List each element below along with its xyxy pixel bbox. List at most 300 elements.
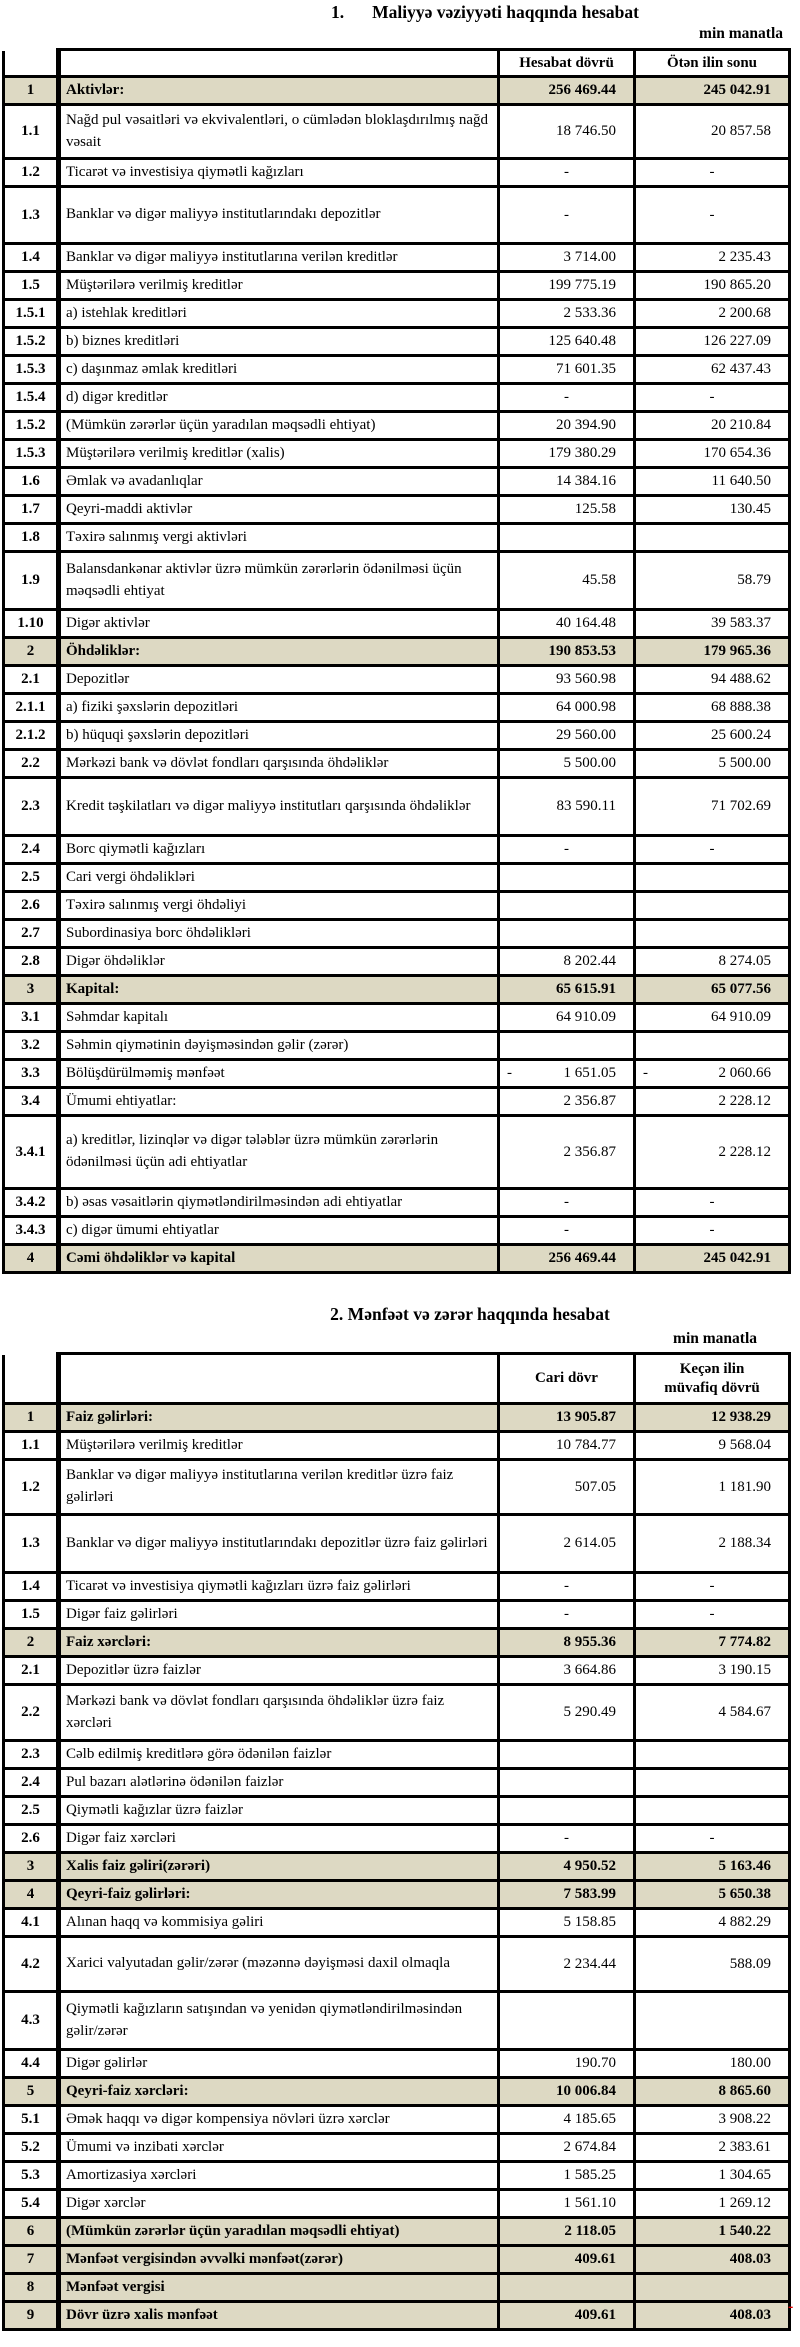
row-label: Xarici valyutadan gəlir/zərər (məzənnə dəyişməsi daxil olmaqla: [59, 1937, 499, 1992]
row-value-previous: 1 540.22: [635, 2218, 790, 2246]
table1-header-label-cell: [59, 50, 499, 77]
row-value-previous: 1 269.12: [635, 2190, 790, 2218]
row-number: 2: [4, 638, 59, 666]
row-label: Depozitlər üzrə faizlər: [59, 1657, 499, 1685]
statement1-unit-label: min manatla: [699, 25, 783, 42]
row-value-previous: -: [635, 1573, 790, 1601]
row-value-current: -: [499, 1825, 635, 1853]
row-label: Banklar və digər maliyyə institutlarına verilən kreditlər: [59, 244, 499, 272]
row-value-current: -: [499, 1189, 635, 1217]
row-label: Borc qiymətli kağızları: [59, 836, 499, 864]
value-amount: 2 060.66: [718, 1065, 771, 1081]
row-value-previous: [635, 892, 790, 920]
row-value-current: 2 118.05: [499, 2218, 635, 2246]
row-number: 1.4: [4, 1573, 59, 1601]
row-value-current: 45.58: [499, 552, 635, 610]
row-label: Subordinasiya borc öhdəlikləri: [59, 920, 499, 948]
row-label: Aktivlər:: [59, 77, 499, 105]
row-value-previous: 190 865.20: [635, 272, 790, 300]
row-value-previous: [635, 920, 790, 948]
table-row: [4, 1937, 790, 1992]
row-number: 3: [4, 1853, 59, 1881]
row-number: 1.1: [4, 105, 59, 159]
row-number: 5.1: [4, 2106, 59, 2134]
row-label: Mənfəət vergisi: [59, 2274, 499, 2302]
row-value-current: [499, 1741, 635, 1769]
table-row: [4, 384, 790, 412]
row-value-current: 2 234.44: [499, 1937, 635, 1992]
row-value-previous: 245 042.91: [635, 1245, 790, 1273]
row-value-current: 2 356.87: [499, 1116, 635, 1189]
row-label: Səhmdar kapitalı: [59, 1004, 499, 1032]
row-label: Qeyri-maddi aktivlər: [59, 496, 499, 524]
row-label: Səhmin qiymətinin dəyişməsindən gəlir (zərər): [59, 1032, 499, 1060]
table-row: [4, 412, 790, 440]
table2-col-header-same-period-last-year: Keçən ilin müvafiq dövrü: [635, 1354, 790, 1404]
table1-col-header-end-of-last-year: Ötən ilin sonu: [635, 50, 790, 77]
row-number: 2.5: [4, 864, 59, 892]
table-row: [4, 920, 790, 948]
row-value-previous: 2 235.43: [635, 244, 790, 272]
row-value-previous: 179 965.36: [635, 638, 790, 666]
row-value-previous: 58.79: [635, 552, 790, 610]
row-value-previous: 588.09: [635, 1937, 790, 1992]
row-value-previous: [635, 1032, 790, 1060]
table1-header-row: [4, 50, 790, 77]
row-value-current: 64 910.09: [499, 1004, 635, 1032]
row-number: 2.4: [4, 1769, 59, 1797]
row-value-current: -: [499, 1573, 635, 1601]
row-number: 1.7: [4, 496, 59, 524]
row-value-current: 2 674.84: [499, 2134, 635, 2162]
table-row: [4, 610, 790, 638]
row-label: Bölüşdürülməmiş mənfəət: [59, 1060, 499, 1088]
statement2-title: 2. Mənfəət və zərər haqqında hesabat: [330, 1304, 610, 1324]
table2-header-number-cell: [4, 1354, 59, 1404]
row-label: Ticarət və investisiya qiymətli kağızları üzrə faiz gəlirləri: [59, 1573, 499, 1601]
row-label: Banklar və digər maliyyə institutlarına verilən kreditlər üzrə faiz gəlirləri: [59, 1460, 499, 1515]
row-value-current: [499, 2274, 635, 2302]
row-value-current: 3 664.86: [499, 1657, 635, 1685]
row-label: Cəlb edilmiş kreditlərə görə ödənilən faizlər: [59, 1741, 499, 1769]
table-row: [4, 524, 790, 552]
statement1-title-text: Maliyyə vəziyyəti haqqında hesabat: [372, 2, 639, 22]
row-value-previous: 3 908.22: [635, 2106, 790, 2134]
row-value-current: 179 380.29: [499, 440, 635, 468]
table-row: [4, 1515, 790, 1573]
row-number: 2.6: [4, 1825, 59, 1853]
row-value-previous: 408.03: [635, 2302, 790, 2330]
row-value-current: -: [499, 1217, 635, 1245]
row-value-previous: 4 584.67: [635, 1685, 790, 1741]
row-label: Banklar və digər maliyyə institutlarındakı depozitlər: [59, 187, 499, 244]
row-number: 1.5.2: [4, 328, 59, 356]
row-number: 1.3: [4, 1515, 59, 1573]
row-number: 2.3: [4, 1741, 59, 1769]
row-label: Əmək haqqı və digər kompensiya növləri üzrə xərclər: [59, 2106, 499, 2134]
row-value-current: 5 290.49: [499, 1685, 635, 1741]
row-value-previous: 1 304.65: [635, 2162, 790, 2190]
row-value-previous: [635, 864, 790, 892]
table-row: [4, 694, 790, 722]
row-value-previous: -: [635, 1601, 790, 1629]
row-value-current: 13 905.87: [499, 1404, 635, 1432]
table-row: [4, 300, 790, 328]
row-label: Qiymətli kağızların satışından və yenidən qiymətləndirilməsindən gəlir/zərər: [59, 1992, 499, 2050]
row-value-previous: 2 200.68: [635, 300, 790, 328]
row-value-previous: [635, 1797, 790, 1825]
row-value-current: -: [499, 159, 635, 187]
row-number: 7: [4, 2246, 59, 2274]
table-row: [4, 328, 790, 356]
row-number: 2.6: [4, 892, 59, 920]
row-value-previous: -: [635, 187, 790, 244]
table-row: [4, 244, 790, 272]
row-number: 3.4.3: [4, 1217, 59, 1245]
table-row: [4, 666, 790, 694]
row-value-previous: 1 181.90: [635, 1460, 790, 1515]
row-label: Depozitlər: [59, 666, 499, 694]
financial-position-table: [2, 48, 791, 1274]
table-row: [4, 105, 790, 159]
row-value-previous: 9 568.04: [635, 1432, 790, 1460]
row-number: 2.2: [4, 1685, 59, 1741]
row-label: Mərkəzi bank və dövlət fondları qarşısında öhdəliklər: [59, 750, 499, 778]
row-number: 3: [4, 976, 59, 1004]
table-row: [4, 2274, 790, 2302]
row-value-previous: [635, 1992, 790, 2050]
table-row: [4, 778, 790, 836]
table-row: [4, 1404, 790, 1432]
row-label: Banklar və digər maliyyə institutlarındakı depozitlər üzrə faiz gəlirləri: [59, 1515, 499, 1573]
row-label: Mənfəət vergisindən əvvəlki mənfəət(zərər): [59, 2246, 499, 2274]
row-value-previous: -: [635, 159, 790, 187]
row-value-current: 10 784.77: [499, 1432, 635, 1460]
row-number: 1.4: [4, 244, 59, 272]
row-number: 5: [4, 2078, 59, 2106]
row-value-previous: [635, 2274, 790, 2302]
row-number: 4.2: [4, 1937, 59, 1992]
table2-header-label-cell: [59, 1354, 499, 1404]
row-value-current: [499, 1032, 635, 1060]
row-number: 2.1.1: [4, 694, 59, 722]
row-label: Faiz gəlirləri:: [59, 1404, 499, 1432]
table-row: [4, 2246, 790, 2274]
row-value-previous: 20 857.58: [635, 105, 790, 159]
row-number: 1.2: [4, 159, 59, 187]
row-label: Digər faiz xərcləri: [59, 1825, 499, 1853]
row-label: Kredit təşkilatları və digər maliyyə institutları qarşısında öhdəliklər: [59, 778, 499, 836]
row-value-previous: 68 888.38: [635, 694, 790, 722]
row-value-previous: 130.45: [635, 496, 790, 524]
table-row: [4, 1245, 790, 1273]
row-value-previous: 7 774.82: [635, 1629, 790, 1657]
row-label: Balansdankənar aktivlər üzrə mümkün zərərlərin ödənilməsi üçün məqsədli ehtiyat: [59, 552, 499, 610]
row-value-previous: 4 882.29: [635, 1909, 790, 1937]
row-value-current: 256 469.44: [499, 77, 635, 105]
row-number: 3.4.1: [4, 1116, 59, 1189]
row-label: Qeyri-faiz gəlirləri:: [59, 1881, 499, 1909]
row-value-current: 1 585.25: [499, 2162, 635, 2190]
row-value-current: -: [499, 187, 635, 244]
row-value-current: [499, 1769, 635, 1797]
row-value-current: 190 853.53: [499, 638, 635, 666]
table-row: [4, 159, 790, 187]
row-label: Kapital:: [59, 976, 499, 1004]
table-row: [4, 836, 790, 864]
row-label: Öhdəliklər:: [59, 638, 499, 666]
row-value-previous: [635, 1741, 790, 1769]
row-label: Digər öhdəliklər: [59, 948, 499, 976]
row-value-current: 20 394.90: [499, 412, 635, 440]
statement1-title: [170, 2, 800, 23]
table-row: [4, 638, 790, 666]
value-amount: 1 651.05: [563, 1065, 616, 1081]
row-value-previous: 2 228.12: [635, 1116, 790, 1189]
row-value-previous: -: [635, 384, 790, 412]
row-value-current: 2 533.36: [499, 300, 635, 328]
row-number: 1.6: [4, 468, 59, 496]
table-row: [4, 1769, 790, 1797]
table-row: [4, 1601, 790, 1629]
row-label: a) fiziki şəxslərin depozitləri: [59, 694, 499, 722]
row-value-previous: [635, 1769, 790, 1797]
row-label: Pul bazarı alətlərinə ödənilən faizlər: [59, 1769, 499, 1797]
row-value-current: 4 950.52: [499, 1853, 635, 1881]
row-number: 1.10: [4, 610, 59, 638]
row-value-previous: 20 210.84: [635, 412, 790, 440]
row-number: 1.5: [4, 1601, 59, 1629]
row-value-previous: [635, 1060, 790, 1088]
row-value-previous: 12 938.29: [635, 1404, 790, 1432]
row-value-current: [499, 1797, 635, 1825]
row-value-previous: -: [635, 1189, 790, 1217]
row-number: 3.2: [4, 1032, 59, 1060]
table-row: [4, 1909, 790, 1937]
table-row: [4, 1004, 790, 1032]
row-label: Qeyri-faiz xərcləri:: [59, 2078, 499, 2106]
row-value-current: 5 158.85: [499, 1909, 635, 1937]
row-value-current: 64 000.98: [499, 694, 635, 722]
row-value-current: 10 006.84: [499, 2078, 635, 2106]
row-number: 1.8: [4, 524, 59, 552]
row-value-current: [499, 1992, 635, 2050]
row-label: Mərkəzi bank və dövlət fondları qarşısında öhdəliklər üzrə faiz xərcləri: [59, 1685, 499, 1741]
table-row: [4, 1460, 790, 1515]
row-number: 5.3: [4, 2162, 59, 2190]
row-value-previous: 64 910.09: [635, 1004, 790, 1032]
table-row: [4, 1032, 790, 1060]
table1-header-number-cell: [4, 50, 59, 77]
table-row: [4, 2190, 790, 2218]
row-number: 3.4.2: [4, 1189, 59, 1217]
row-label: Ümumi və inzibati xərclər: [59, 2134, 499, 2162]
table-row: [4, 892, 790, 920]
table-row: [4, 187, 790, 244]
row-value-current: 2 614.05: [499, 1515, 635, 1573]
row-value-previous: 3 190.15: [635, 1657, 790, 1685]
row-value-current: [499, 892, 635, 920]
table-row: [4, 468, 790, 496]
row-value-current: 7 583.99: [499, 1881, 635, 1909]
statement1-title-number: 1.: [330, 2, 345, 22]
row-label: Əmlak və avadanlıqlar: [59, 468, 499, 496]
table-row: [4, 272, 790, 300]
row-value-current: 83 590.11: [499, 778, 635, 836]
row-value-current: 409.61: [499, 2302, 635, 2330]
row-number: 2.8: [4, 948, 59, 976]
row-number: 1: [4, 77, 59, 105]
row-value-current: 507.05: [499, 1460, 635, 1515]
table-row: [4, 1685, 790, 1741]
row-number: 5.2: [4, 2134, 59, 2162]
row-label: Təxirə salınmış vergi aktivləri: [59, 524, 499, 552]
row-value-current: 125.58: [499, 496, 635, 524]
row-label: a) istehlak kreditləri: [59, 300, 499, 328]
row-label: (Mümkün zərərlər üçün yaradılan məqsədli ehtiyat): [59, 2218, 499, 2246]
row-label: Alınan haqq və kommisiya gəliri: [59, 1909, 499, 1937]
row-value-previous: [635, 524, 790, 552]
row-number: 4: [4, 1245, 59, 1273]
row-label: d) digər kreditlər: [59, 384, 499, 412]
table-row: [4, 496, 790, 524]
table-row: [4, 2218, 790, 2246]
negative-sign: -: [643, 1065, 648, 1081]
table-row: [4, 1573, 790, 1601]
row-number: 1.5.2: [4, 412, 59, 440]
table-row: [4, 2162, 790, 2190]
row-label: Cəmi öhdəliklər və kapital: [59, 1245, 499, 1273]
table-row: [4, 2106, 790, 2134]
row-number: 3.4: [4, 1088, 59, 1116]
table-row: [4, 552, 790, 610]
table1-col-header-reporting-period: Hesabat dövrü: [499, 50, 635, 77]
row-value-previous: 5 500.00: [635, 750, 790, 778]
row-label: b) hüquqi şəxslərin depozitləri: [59, 722, 499, 750]
row-value-current: 29 560.00: [499, 722, 635, 750]
table2-header-row: [4, 1354, 790, 1404]
row-label: a) kreditlər, lizinqlər və digər tələblər üzrə mümkün zərərlərin ödənilməsi üçün adi ehtiyatlar: [59, 1116, 499, 1189]
row-value-previous: 71 702.69: [635, 778, 790, 836]
row-value-current: 3 714.00: [499, 244, 635, 272]
row-value-previous: 2 228.12: [635, 1088, 790, 1116]
row-label: Digər gəlirlər: [59, 2050, 499, 2078]
table-row: [4, 864, 790, 892]
table-row: [4, 1992, 790, 2050]
row-label: Müştərilərə verilmiş kreditlər: [59, 1432, 499, 1460]
row-value-current: [499, 1060, 635, 1088]
row-number: 1.2: [4, 1460, 59, 1515]
profit-and-loss-table: [2, 1352, 794, 2331]
table-row: [4, 356, 790, 384]
row-label: c) daşınmaz əmlak kreditləri: [59, 356, 499, 384]
table-row: [4, 1432, 790, 1460]
row-number: 6: [4, 2218, 59, 2246]
row-value-current: -: [499, 384, 635, 412]
row-number: 4: [4, 1881, 59, 1909]
statement2-unit-label: min manatla: [673, 1330, 757, 1347]
row-number: 9: [4, 2302, 59, 2330]
row-label: Dövr üzrə xalis mənfəət: [59, 2302, 499, 2330]
row-label: Cari vergi öhdəlikləri: [59, 864, 499, 892]
row-value-current: 40 164.48: [499, 610, 635, 638]
row-value-current: 409.61: [499, 2246, 635, 2274]
row-value-previous: 170 654.36: [635, 440, 790, 468]
table-row: [4, 1797, 790, 1825]
table-row: [4, 1741, 790, 1769]
table-row: [4, 1629, 790, 1657]
row-value-previous: 5 650.38: [635, 1881, 790, 1909]
row-value-current: 8 202.44: [499, 948, 635, 976]
row-value-current: 18 746.50: [499, 105, 635, 159]
row-number: 1.1: [4, 1432, 59, 1460]
row-number: 1: [4, 1404, 59, 1432]
row-label: Müştərilərə verilmiş kreditlər: [59, 272, 499, 300]
row-value-current: 8 955.36: [499, 1629, 635, 1657]
row-number: 2.7: [4, 920, 59, 948]
row-label: (Mümkün zərərlər üçün yaradılan məqsədli ehtiyat): [59, 412, 499, 440]
row-value-previous: 65 077.56: [635, 976, 790, 1004]
row-value-current: [499, 864, 635, 892]
row-number: 1.5.3: [4, 356, 59, 384]
row-value-current: -: [499, 836, 635, 864]
row-value-current: 2 356.87: [499, 1088, 635, 1116]
row-number: 2.5: [4, 1797, 59, 1825]
table-row: [4, 1853, 790, 1881]
row-number: 4.3: [4, 1992, 59, 2050]
row-value-previous: -: [635, 1825, 790, 1853]
row-value-previous: 62 437.43: [635, 356, 790, 384]
row-value-previous: -: [635, 1217, 790, 1245]
row-number: 2.1: [4, 1657, 59, 1685]
row-value-current: 65 615.91: [499, 976, 635, 1004]
table-row: [4, 2302, 790, 2330]
row-value-current: 256 469.44: [499, 1245, 635, 1273]
row-value-current: 190.70: [499, 2050, 635, 2078]
table-row: [4, 2134, 790, 2162]
row-number: 1.5: [4, 272, 59, 300]
red-dash-annotation: -: [788, 2298, 794, 2315]
row-value-previous: 180.00: [635, 2050, 790, 2078]
row-value-current: 5 500.00: [499, 750, 635, 778]
row-value-previous: 408.03: [635, 2246, 790, 2274]
table-row: [4, 1881, 790, 1909]
table-row: [4, 1189, 790, 1217]
row-number: 5.4: [4, 2190, 59, 2218]
table-row: [4, 948, 790, 976]
row-number: 2.1.2: [4, 722, 59, 750]
row-value-current: [499, 920, 635, 948]
table-row: [4, 2078, 790, 2106]
table-row: [4, 750, 790, 778]
row-value-current: 125 640.48: [499, 328, 635, 356]
row-number: 1.3: [4, 187, 59, 244]
row-value-previous: 126 227.09: [635, 328, 790, 356]
row-number: 3.1: [4, 1004, 59, 1032]
table-row: [4, 722, 790, 750]
row-label: Müştərilərə verilmiş kreditlər (xalis): [59, 440, 499, 468]
row-value-previous: 25 600.24: [635, 722, 790, 750]
row-number: 3.3: [4, 1060, 59, 1088]
row-label: Faiz xərcləri:: [59, 1629, 499, 1657]
row-value-current: [499, 524, 635, 552]
row-label: Ticarət və investisiya qiymətli kağızları: [59, 159, 499, 187]
row-value-current: 199 775.19: [499, 272, 635, 300]
row-value-current: 93 560.98: [499, 666, 635, 694]
row-value-current: 14 384.16: [499, 468, 635, 496]
row-label: Digər faiz gəlirləri: [59, 1601, 499, 1629]
row-label: Ümumi ehtiyatlar:: [59, 1088, 499, 1116]
